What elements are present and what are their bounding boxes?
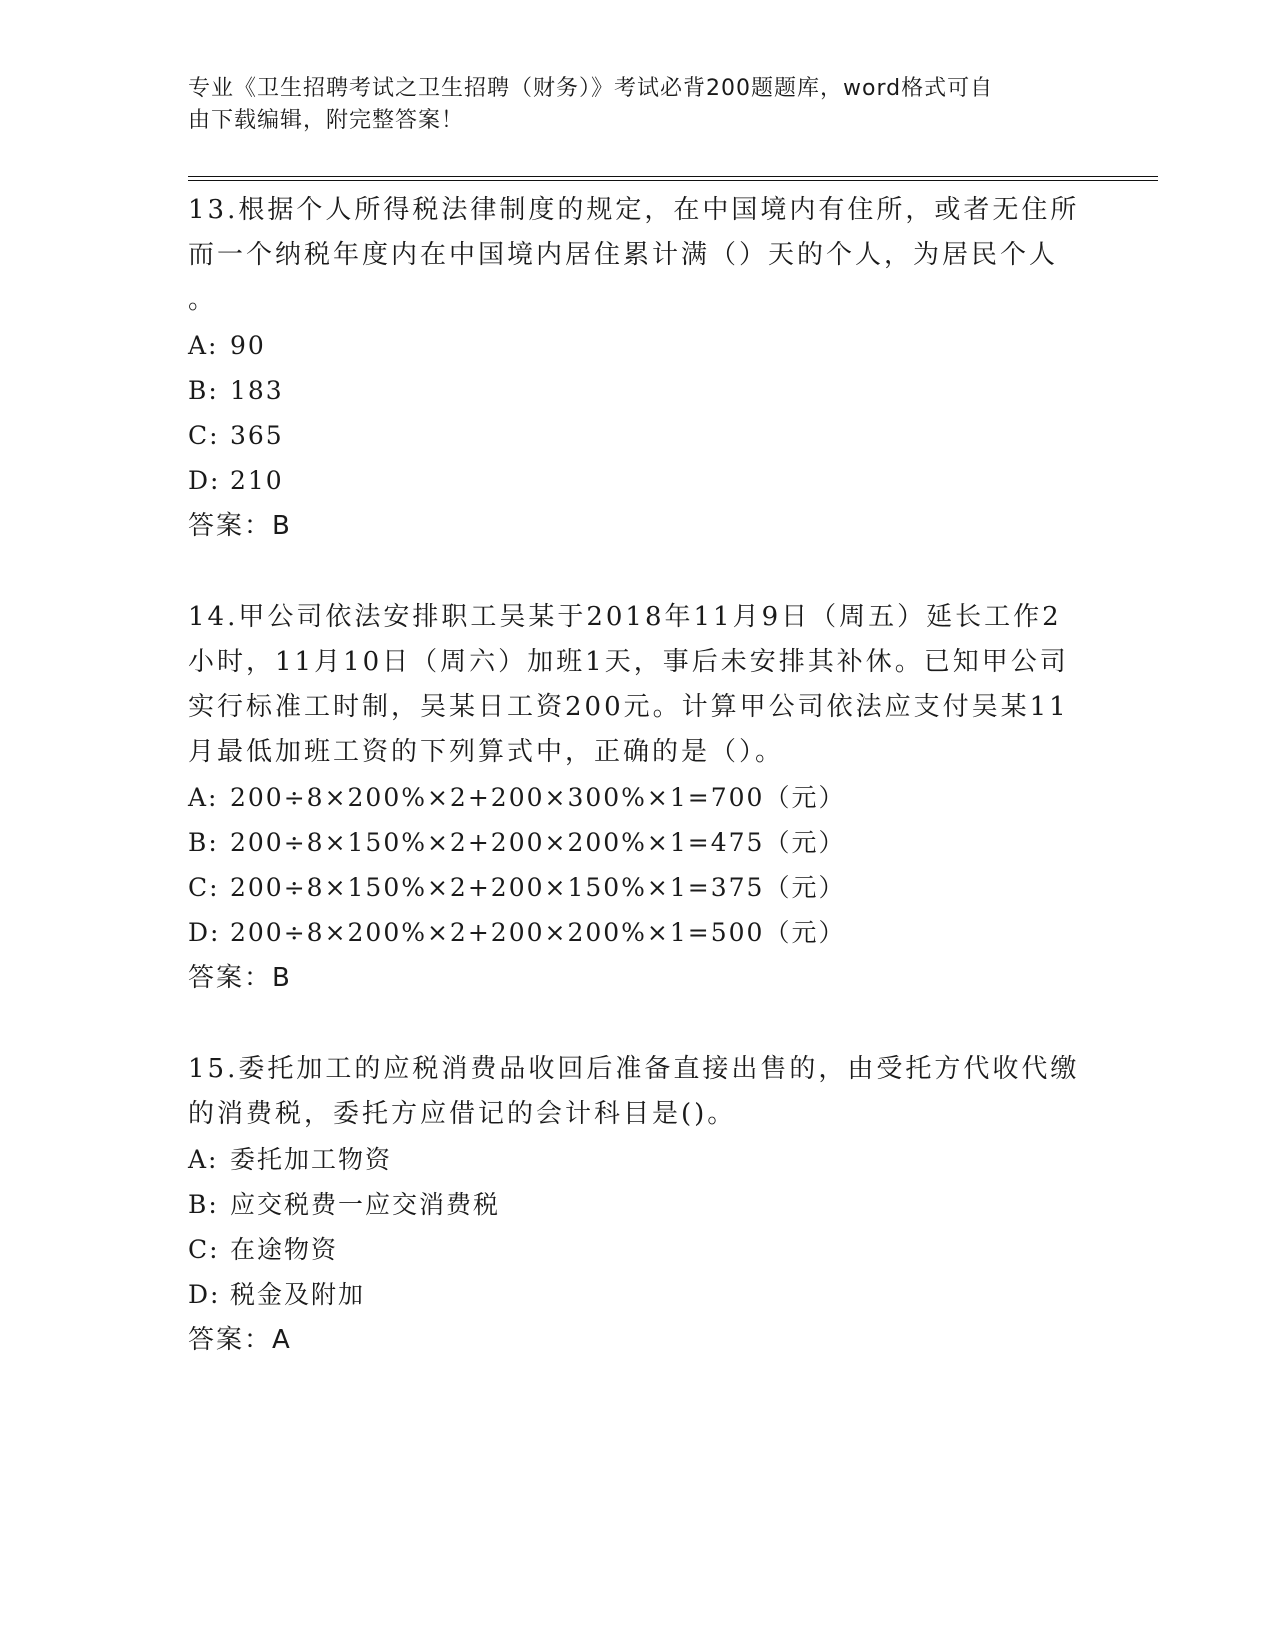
option-letter: D:	[188, 918, 221, 947]
question-14-line-2: 小时，11月10日（周六）加班1天，事后未安排其补休。已知甲公司	[188, 647, 1069, 677]
question-15-option-b	[188, 1188, 500, 1222]
header-rule-top	[188, 176, 1158, 177]
option-text: 90	[230, 331, 266, 360]
option-text: 应交税费一应交消费税	[230, 1190, 501, 1219]
option-text: 委托加工物资	[230, 1145, 393, 1174]
question-13-line-3: 。	[188, 285, 218, 315]
question-15-line-1: 15.委托加工的应税消费品收回后准备直接出售的，由受托方代收代缴	[188, 1054, 1080, 1084]
option-letter: A:	[188, 783, 219, 812]
question-13-option-a	[188, 329, 266, 363]
question-13-option-b	[188, 374, 284, 408]
option-letter: C:	[188, 1235, 220, 1264]
option-text: 210	[230, 466, 284, 495]
option-letter: D:	[188, 1280, 221, 1309]
option-letter: C:	[188, 873, 220, 902]
question-14-answer: 答案：B	[188, 963, 292, 993]
option-letter: A:	[188, 331, 219, 360]
option-text: 200÷8×150%×2+200×150%×1=375（元）	[230, 873, 846, 902]
option-letter: B:	[188, 828, 219, 857]
option-letter: D:	[188, 466, 221, 495]
option-text: 183	[230, 376, 284, 405]
question-15-line-2: 的消费税，委托方应借记的会计科目是()。	[188, 1099, 737, 1129]
question-13-option-c	[188, 419, 284, 453]
question-14-option-d	[188, 916, 845, 950]
question-14-option-c	[188, 871, 845, 905]
question-13-line-1: 13.根据个人所得税法律制度的规定，在中国境内有住所，或者无住所	[188, 195, 1080, 225]
question-15-option-c	[188, 1233, 338, 1267]
option-letter: B:	[188, 1190, 219, 1219]
question-13-option-d	[188, 464, 284, 498]
question-15-option-d	[188, 1278, 365, 1312]
question-14-line-3: 实行标准工时制，吴某日工资200元。计算甲公司依法应支付吴某11	[188, 692, 1069, 722]
question-13-line-2: 而一个纳税年度内在中国境内居住累计满（）天的个人，为居民个人	[188, 240, 1059, 270]
question-15-option-a	[188, 1143, 392, 1177]
question-14-option-a	[188, 781, 845, 815]
option-letter: C:	[188, 421, 220, 450]
option-text: 在途物资	[230, 1235, 339, 1264]
question-14-line-1: 14.甲公司依法安排职工吴某于2018年11月9日（周五）延长工作2	[188, 602, 1062, 632]
header-line-1: 专业《卫生招聘考试之卫生招聘（财务）》考试必背200题题库，word格式可自	[188, 76, 994, 101]
option-text: 200÷8×150%×2+200×200%×1=475（元）	[230, 828, 846, 857]
question-14-line-4: 月最低加班工资的下列算式中，正确的是（）。	[188, 737, 785, 767]
option-text: 200÷8×200%×2+200×300%×1=700（元）	[230, 783, 846, 812]
question-15-answer: 答案：A	[188, 1325, 292, 1355]
header-rule-bottom	[188, 180, 1158, 181]
option-letter: B:	[188, 376, 219, 405]
option-text: 税金及附加	[230, 1280, 366, 1309]
question-14-option-b	[188, 826, 845, 860]
option-text: 365	[230, 421, 284, 450]
question-13-answer: 答案：B	[188, 511, 292, 541]
header-line-2: 由下载编辑，附完整答案！	[188, 108, 465, 133]
option-letter: A:	[188, 1145, 219, 1174]
option-text: 200÷8×200%×2+200×200%×1=500（元）	[230, 918, 846, 947]
